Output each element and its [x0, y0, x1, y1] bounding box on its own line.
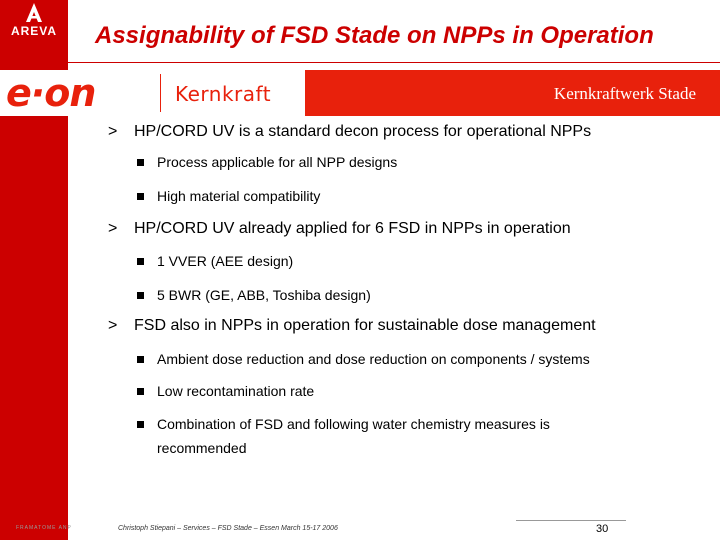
arrow-bullet-icon: > — [108, 123, 118, 140]
page-number: 30 — [596, 523, 609, 535]
slide-title: Assignability of FSD Stade on NPPs in Operation — [95, 22, 654, 49]
eon-logo-panel — [0, 70, 305, 116]
square-bullet-icon — [137, 193, 144, 200]
areva-logo-text: AREVA — [10, 24, 58, 38]
eon-logo-divider — [160, 74, 161, 112]
footer-company: FRAMATOME ANP — [16, 525, 72, 531]
plant-name: Kernkraftwerk Stade — [553, 84, 696, 103]
footer-divider — [516, 520, 626, 521]
eon-division-label: Kernkraft — [175, 82, 272, 106]
square-bullet-icon — [137, 388, 144, 395]
square-bullet-icon — [137, 258, 144, 265]
eon-logo: e·on — [6, 71, 96, 115]
square-bullet-icon — [137, 421, 144, 428]
arrow-bullet-icon: > — [108, 317, 118, 334]
title-divider — [68, 62, 720, 63]
square-bullet-icon — [137, 159, 144, 166]
areva-logo — [0, 0, 68, 58]
arrow-bullet-icon: > — [108, 220, 118, 237]
square-bullet-icon — [137, 292, 144, 299]
footer-text: Christoph Stiepani – Services – FSD Stade – Essen March 15-17 2006 — [118, 525, 338, 532]
square-bullet-icon — [137, 356, 144, 363]
eon-banner — [0, 70, 720, 116]
